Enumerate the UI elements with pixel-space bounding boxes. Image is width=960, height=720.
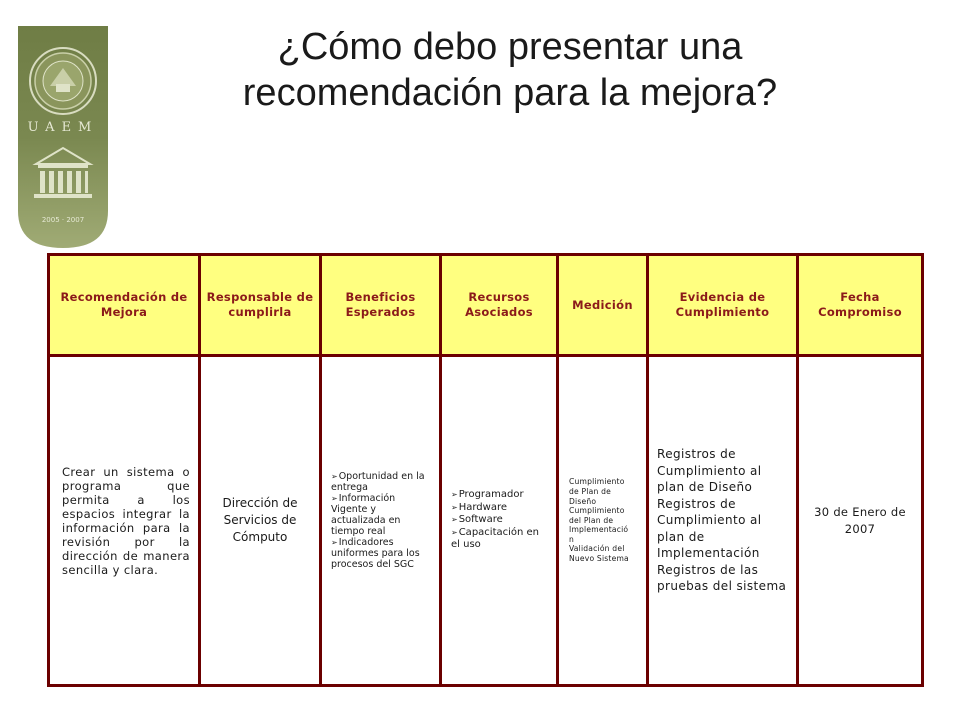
cell-beneficios (321, 356, 441, 686)
logo-uaem-text: UAEM (27, 120, 99, 135)
cell-responsable: Dirección de Servicios de Cómputo (200, 356, 321, 686)
header-recomendacion: Recomendación de Mejora (49, 255, 200, 356)
header-recursos: Recursos Asociados (441, 255, 558, 356)
header-responsable: Responsable de cumplirla (200, 255, 321, 356)
list-item: ➢ Información Vigente y actualizada en tiempo real (331, 493, 433, 537)
cell-recomendacion: Crear un sistema o programa que permita a los espacios integrar la información para la revisión por la dirección de manera sencilla y clara. (49, 356, 200, 686)
cell-recursos (441, 356, 558, 686)
logo-years-text: 2005 · 2007 (41, 216, 85, 224)
beneficios-list (322, 471, 439, 570)
list-item: ➢ Hardware (451, 502, 550, 515)
slide-title (140, 24, 880, 116)
title-line-1: ¿Cómo debo presentar una (277, 26, 743, 68)
table-row (49, 356, 923, 686)
recommendation-table (47, 253, 924, 687)
list-item: ➢ Indicadores uniformes para los procesos del SGC (331, 537, 433, 570)
list-item: ➢ Oportunidad en la entrega (331, 471, 433, 493)
cell-medicion: Cumplimiento de Plan de Diseño Cumplimiento del Plan de Implementació n Validación del Nuevo Sistema (558, 356, 648, 686)
header-fecha: Fecha Compromiso (798, 255, 923, 356)
header-medicion: Medición (558, 255, 648, 356)
list-item: ➢ Capacitación en el uso (451, 527, 550, 552)
cell-evidencia: Registros de Cumplimiento al plan de Diseño Registros de Cumplimiento al plan de Implementación Registros de las pruebas del sistema (648, 356, 798, 686)
uaem-logo (18, 26, 108, 248)
header-beneficios: Beneficios Esperados (321, 255, 441, 356)
list-item: ➢ Software (451, 514, 550, 527)
title-line-2: recomendación para la mejora? (242, 72, 778, 114)
list-item: ➢ Programador (451, 489, 550, 502)
table-header-row (49, 255, 923, 356)
header-evidencia: Evidencia de Cumplimiento (648, 255, 798, 356)
cell-fecha: 30 de Enero de 2007 (798, 356, 923, 686)
recursos-list (442, 489, 556, 552)
